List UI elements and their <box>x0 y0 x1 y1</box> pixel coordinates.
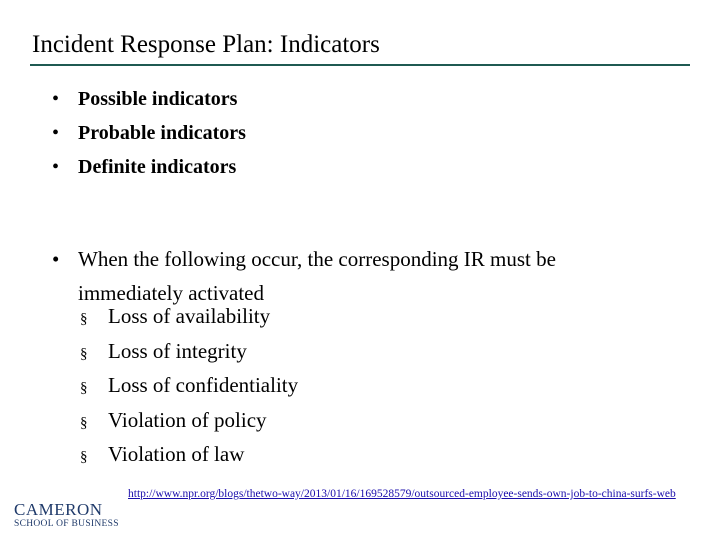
activation-list <box>52 242 682 310</box>
bullet-icon: • <box>52 122 60 144</box>
bullet-icon: • <box>52 88 60 110</box>
section-bullet-icon: § <box>80 380 88 396</box>
indicator-label: Possible indicators <box>78 88 238 110</box>
condition-label: Loss of confidentiality <box>108 373 299 397</box>
bullet-icon: • <box>52 156 60 178</box>
indicator-label: Definite indicators <box>78 156 237 178</box>
source-link[interactable]: http://www.npr.org/blogs/thetwo-way/2013/01/16/169528579/outsourced-employee-sends-own-job-to-china-surfs-web <box>128 488 676 500</box>
list-item <box>80 339 298 374</box>
indicator-label: Probable indicators <box>78 122 246 144</box>
condition-label: Violation of policy <box>108 407 267 432</box>
logo-wordmark: CAMERON <box>14 500 103 519</box>
logo-subtitle: SCHOOL OF BUSINESS <box>14 519 119 529</box>
section-bullet-icon: § <box>80 449 88 465</box>
activation-statement: When the following occur, the corresponding IR must be immediately activated <box>78 247 556 305</box>
list-item <box>52 242 682 310</box>
slide-title: Incident Response Plan: Indicators <box>32 31 380 58</box>
list-item <box>80 304 298 339</box>
bullet-icon: • <box>52 247 60 271</box>
section-bullet-icon: § <box>80 311 88 327</box>
indicator-list <box>52 88 672 190</box>
title-divider <box>30 64 690 66</box>
list-item <box>52 88 672 122</box>
section-bullet-icon: § <box>80 345 88 362</box>
section-bullet-icon: § <box>80 414 88 431</box>
condition-label: Loss of integrity <box>108 338 247 363</box>
list-item <box>52 156 672 190</box>
school-logo <box>14 500 119 530</box>
condition-label: Loss of availability <box>108 304 271 328</box>
list-item <box>80 408 298 443</box>
list-item <box>80 373 298 408</box>
condition-label: Violation of law <box>108 442 245 466</box>
list-item <box>52 122 672 156</box>
list-item <box>80 442 298 477</box>
condition-list <box>80 304 298 477</box>
